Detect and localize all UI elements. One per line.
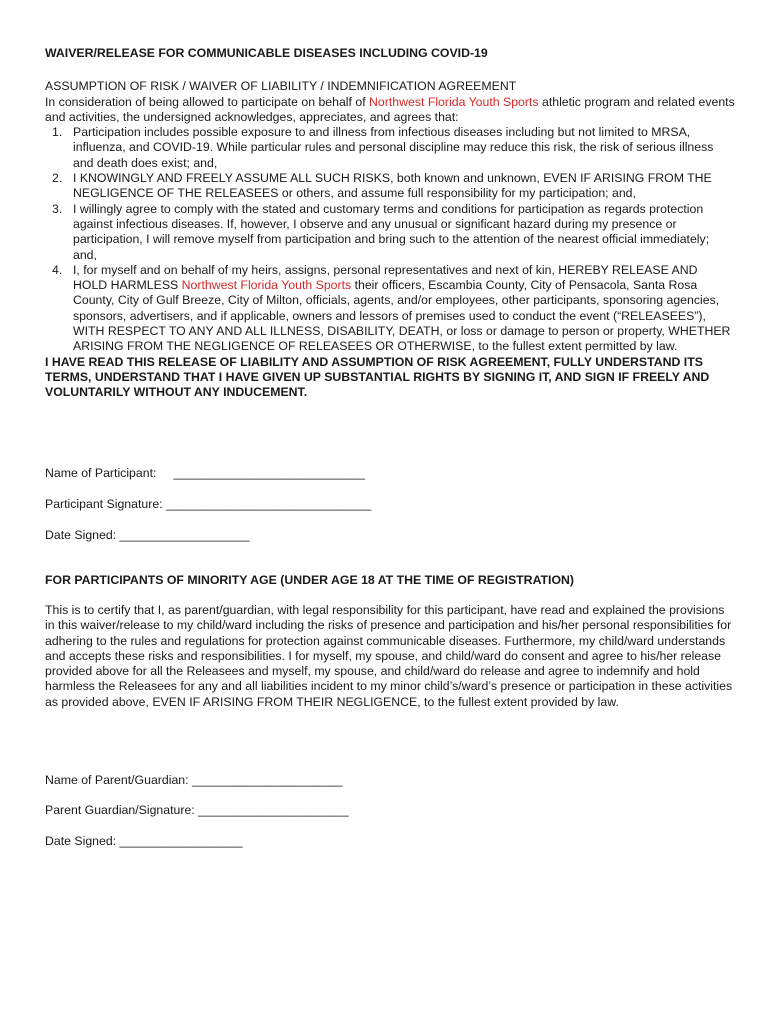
terms-list [45, 125, 735, 354]
term-text: Participation includes possible exposure to and illness from infectious diseases including but not limited to MRSA, influenza, and COVID-19. While particular rules and personal discipline may reduce this risk, the risk of serious illness and death does exist; and, [73, 125, 714, 170]
term-item-3 [45, 202, 735, 263]
term-item-1 [45, 125, 735, 171]
participant-signature-field[interactable]: Participant Signature: ______________________________ [45, 497, 372, 511]
term-number: 3. [52, 201, 63, 216]
guardian-date-field[interactable]: Date Signed: __________________ [45, 834, 243, 848]
document-title: WAIVER/RELEASE FOR COMMUNICABLE DISEASES INCLUDING COVID-19 [45, 46, 488, 60]
intro-paragraph [45, 95, 735, 126]
term-text: I willingly agree to comply with the stated and customary terms and conditions for participation as regards protection against infectious diseases. If, however, I observe and any unusual or significant hazard during my presence or participation, I will remove myself from participation and bring such to the attention of the nearest official immediately; and, [73, 201, 710, 262]
minority-section-heading: FOR PARTICIPANTS OF MINORITY AGE (UNDER AGE 18 AT THE TIME OF REGISTRATION) [45, 573, 574, 587]
guardian-signature-field[interactable]: Parent Guardian/Signature: ______________________ [45, 803, 349, 817]
term-item-4 [45, 263, 735, 355]
participant-date-field[interactable]: Date Signed: ___________________ [45, 528, 250, 542]
intro-text-before: In consideration of being allowed to participate on behalf of [45, 94, 370, 109]
document-subtitle: ASSUMPTION OF RISK / WAIVER OF LIABILITY / INDEMNIFICATION AGREEMENT [45, 79, 517, 94]
term-number: 1. [52, 125, 63, 140]
minority-section-text: This is to certify that I, as parent/guardian, with legal responsibility for this participant, have read and explained the provisions in this waiver/release to my child/ward including the risks of presence and participation and his/her personal responsibilities for adhering to the rules and regulations for protection against communicable diseases. Furthermore, my child/ward understands and accepts these risks and responsibilities. I for myself, my spouse, and child/ward do consent and agree to his/her release provided above for all the Releasees and myself, my spouse, and child/ward do release and agree to indemnify and hold harmless the Releasees for any and all liabilities incident to my minor child’s/ward’s presence or participation in these activities as provided above, EVEN IF ARISING FROM THEIR NEGLIGENCE, to the fullest extent provided by law. [45, 603, 733, 709]
term-text: I KNOWINGLY AND FREELY ASSUME ALL SUCH RISKS, both known and unknown, EVEN IF ARISING FROM THE NEGLIGENCE OF THE RELEASEES or others, and assume full responsibility for my participation; and, [73, 171, 712, 201]
organization-name: Northwest Florida Youth Sports [181, 278, 352, 293]
term-item-2 [45, 171, 735, 202]
term-text-after: their officers, Escambia County, City of Pensacola, Santa Rosa County, City of Gulf Breeze, City of Milton, officials, agents, and/or employees, other participants, sponsoring agencies, sponsors, advertisers, and if applicable, owners and lessors of premises used to conduct the event (“RELEASEES”), WITH RESPECT TO ANY AND ALL ILLNESS, DISABILITY, DEATH, or loss or damage to person or property, WHETHER ARISING FROM THE NEGLIGENCE OF RELEASEES OR OTHERWISE, to the fullest extent permitted by law. [73, 278, 731, 354]
guardian-name-field[interactable]: Name of Parent/Guardian: ______________________ [45, 773, 343, 787]
waiver-document [45, 46, 735, 401]
term-number: 2. [52, 171, 63, 186]
organization-name: Northwest Florida Youth Sports [369, 94, 539, 109]
term-text-before: I, for myself and on behalf of my heirs, assigns, personal representatives and next of kin, HEREBY RELEASE AND HOLD HARMLESS [73, 262, 698, 293]
participant-name-field[interactable]: Name of Participant: ____________________________ [45, 466, 365, 480]
intro-text-after: athletic program and related events and activities, the undersigned acknowledges, appreciates, and agrees that: [45, 94, 735, 124]
acknowledgement-statement: I HAVE READ THIS RELEASE OF LIABILITY AND ASSUMPTION OF RISK AGREEMENT, FULLY UNDERSTAND ITS TERMS, UNDERSTAND THAT I HAVE GIVEN UP SUBSTANTIAL RIGHTS BY SIGNING IT, AND SIGN IF FREELY AND VOLUNTARILY WITHOUT ANY INDUCEMENT. [45, 354, 710, 400]
term-number: 4. [52, 262, 63, 277]
